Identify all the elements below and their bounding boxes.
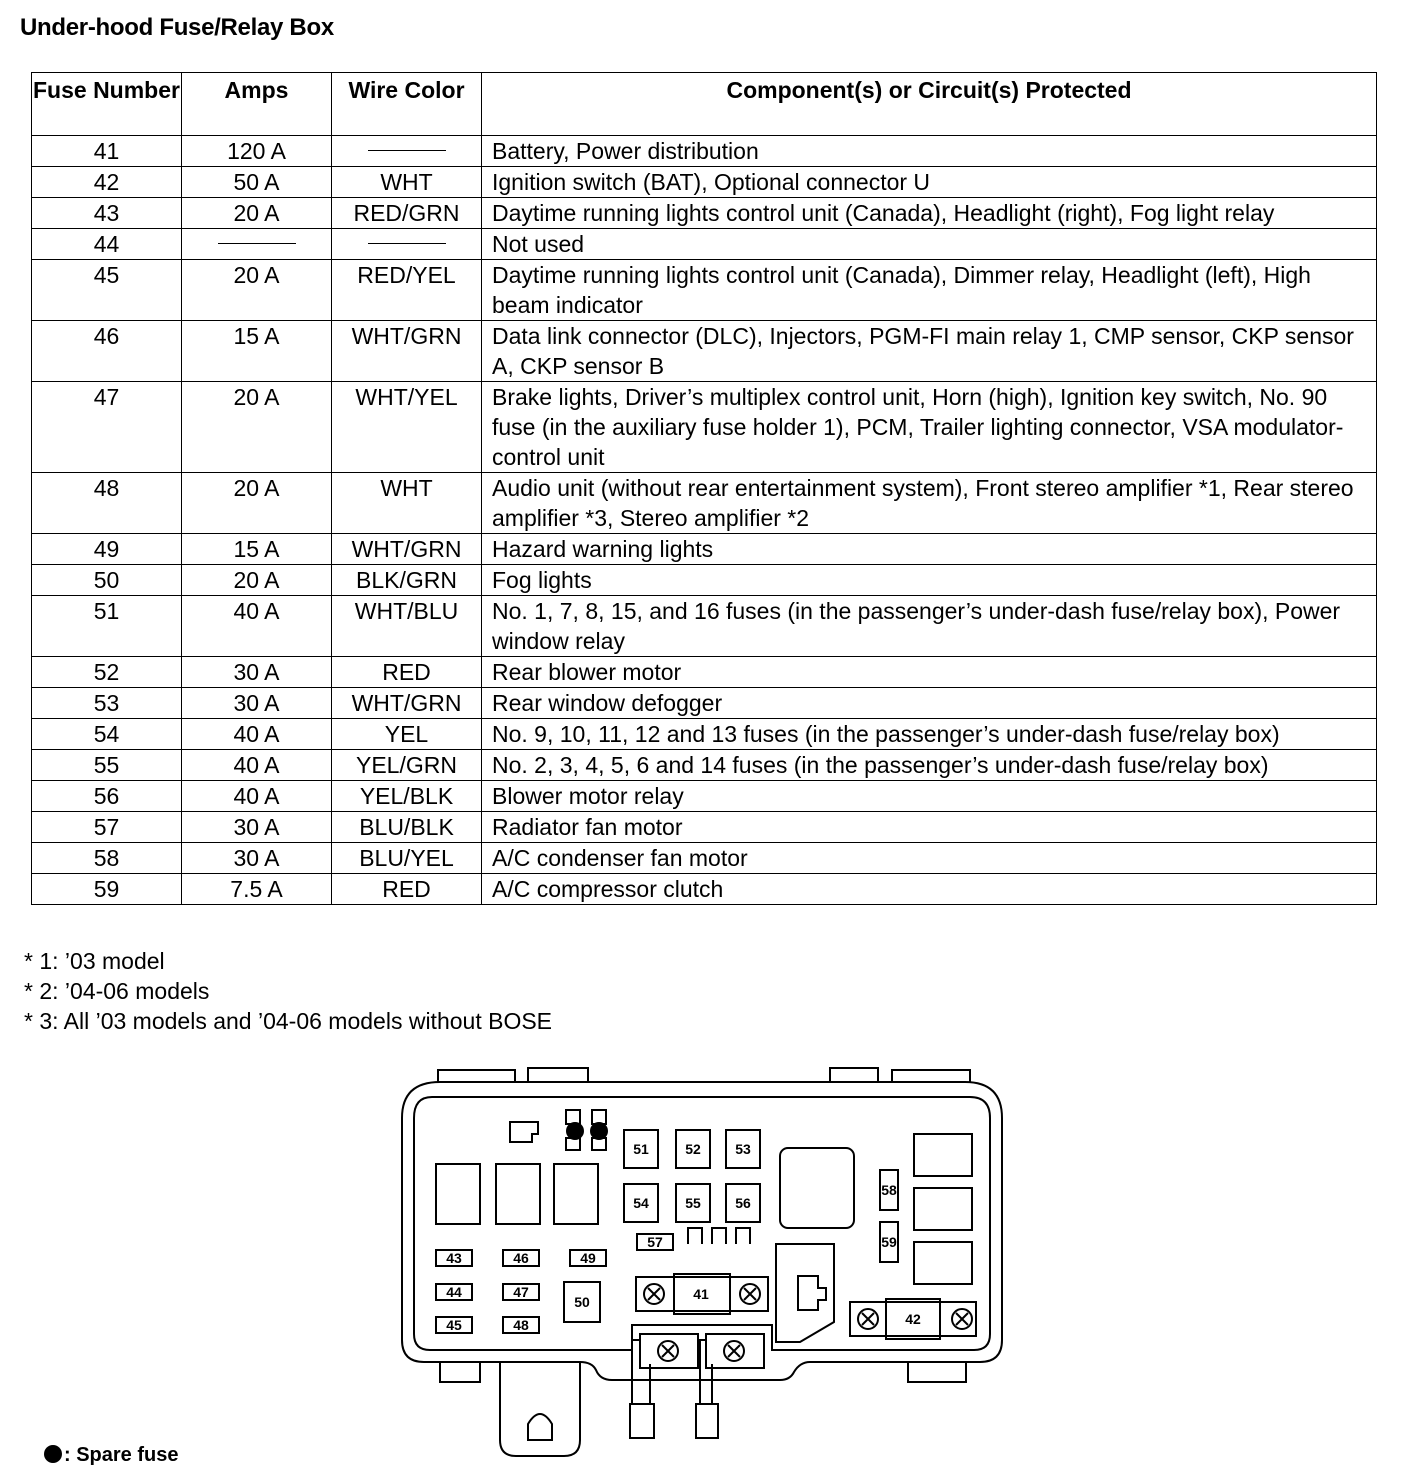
cell-amps: 120 A: [182, 136, 332, 167]
cell-component: Blower motor relay: [482, 781, 1377, 812]
cell-fuse-number: 46: [32, 321, 182, 382]
clip: [510, 1122, 538, 1142]
mounting-hole: [528, 1414, 552, 1440]
cable-end: [630, 1404, 654, 1438]
cell-fuse-number: 58: [32, 843, 182, 874]
bolt-cross: [728, 1345, 740, 1357]
cell-component: Data link connector (DLC), Injectors, PGM-FI main relay 1, CMP sensor, CKP sensor A, CKP sensor B: [482, 321, 1377, 382]
connector-port: [798, 1276, 826, 1310]
cell-component: Brake lights, Driver’s multiplex control unit, Horn (high), Ignition key switch, No. 90 fuse (in the auxiliary fuse holder 1), PCM, Trailer lighting connector, VSA modulator-control unit: [482, 382, 1377, 473]
bolt-cross: [648, 1288, 660, 1300]
fuse-label-50: 50: [574, 1294, 590, 1310]
cell-fuse-number: 54: [32, 719, 182, 750]
fuse-label-59: 59: [881, 1234, 897, 1250]
cell-wire-color: WHT: [332, 167, 482, 198]
cell-fuse-number: 50: [32, 565, 182, 596]
relay: [436, 1164, 480, 1224]
box-bottom-foot: [908, 1362, 966, 1382]
fuse-label-46: 46: [513, 1250, 529, 1266]
cell-component: Rear window defogger: [482, 688, 1377, 719]
cell-wire-color: YEL/GRN: [332, 750, 482, 781]
spare-fuse-dot-icon: [44, 1445, 62, 1463]
bolt-cross: [862, 1313, 874, 1325]
cell-component: Hazard warning lights: [482, 534, 1377, 565]
header-fuse-number: Fuse Number: [32, 73, 182, 136]
cell-wire-color: WHT/GRN: [332, 321, 482, 382]
cell-amps: 30 A: [182, 688, 332, 719]
cell-amps: 20 A: [182, 382, 332, 473]
cell-amps: 20 A: [182, 198, 332, 229]
fuse-label-49: 49: [580, 1250, 596, 1266]
cell-amps: 40 A: [182, 719, 332, 750]
fuse-label-57: 57: [647, 1234, 663, 1250]
cell-component: Not used: [482, 229, 1377, 260]
footnote-3: * 3: All ’03 models and ’04-06 models without BOSE: [24, 1008, 553, 1034]
fuse-label-58: 58: [881, 1182, 897, 1198]
relay: [554, 1164, 598, 1224]
cell-wire-color: WHT/GRN: [332, 688, 482, 719]
cell-component: Battery, Power distribution: [482, 136, 1377, 167]
cell-component: A/C compressor clutch: [482, 874, 1377, 905]
cell-fuse-number: 56: [32, 781, 182, 812]
fuse-label-53: 53: [735, 1141, 751, 1157]
cell-wire-color: BLU/BLK: [332, 812, 482, 843]
fuse-label-43: 43: [446, 1250, 462, 1266]
cell-component: Audio unit (without rear entertainment system), Front stereo amplifier *1, Rear stereo amplifier *3, Stereo amplifier *2: [482, 473, 1377, 534]
header-component: Component(s) or Circuit(s) Protected: [482, 73, 1377, 136]
cell-amps: 40 A: [182, 596, 332, 657]
clip: [688, 1228, 702, 1244]
cell-fuse-number: 42: [32, 167, 182, 198]
spare-fuse-legend: [44, 1444, 178, 1467]
header-amps: Amps: [182, 73, 332, 136]
footnote-2: * 2: ’04-06 models: [24, 978, 210, 1004]
fuse-label-51: 51: [633, 1141, 649, 1157]
cell-wire-color: RED: [332, 657, 482, 688]
legend-text: : Spare fuse: [64, 1444, 179, 1466]
cell-component: Daytime running lights control unit (Canada), Headlight (right), Fog light relay: [482, 198, 1377, 229]
cell-component: Fog lights: [482, 565, 1377, 596]
cell-amps: 30 A: [182, 812, 332, 843]
cell-wire-color: RED/GRN: [332, 198, 482, 229]
bolt-cross: [662, 1345, 674, 1357]
mounting-bracket: [500, 1362, 580, 1456]
cell-amps: 20 A: [182, 260, 332, 321]
cell-wire-color: WHT/GRN: [332, 534, 482, 565]
cell-fuse-number: 43: [32, 198, 182, 229]
page-title: Under-hood Fuse/Relay Box: [20, 14, 334, 41]
relay: [914, 1134, 972, 1176]
cell-wire-color: BLU/YEL: [332, 843, 482, 874]
cell-amps: 40 A: [182, 781, 332, 812]
fuse-label-45: 45: [446, 1317, 462, 1333]
bolt-cross: [956, 1313, 968, 1325]
cell-fuse-number: 44: [32, 229, 182, 260]
fuse-label-55: 55: [685, 1195, 701, 1211]
fuse-label-41: 41: [693, 1286, 709, 1302]
cell-component: Ignition switch (BAT), Optional connector U: [482, 167, 1377, 198]
relay: [780, 1148, 854, 1228]
cell-amps: 30 A: [182, 657, 332, 688]
cell-component: A/C condenser fan motor: [482, 843, 1377, 874]
bolt-cross: [744, 1288, 756, 1300]
spare-fuse-slot: [592, 1110, 606, 1124]
cell-fuse-number: 57: [32, 812, 182, 843]
fuse-label-54: 54: [633, 1195, 649, 1211]
clip: [736, 1228, 750, 1244]
clip: [712, 1228, 726, 1244]
spare-fuse-slot: [566, 1138, 580, 1150]
cell-wire-color: BLK/GRN: [332, 565, 482, 596]
cell-fuse-number: 51: [32, 596, 182, 657]
fuse-label-56: 56: [735, 1195, 751, 1211]
cable-end: [696, 1404, 718, 1438]
cell-fuse-number: 45: [32, 260, 182, 321]
spare-fuse-slot: [566, 1110, 580, 1124]
relay: [496, 1164, 540, 1224]
cell-component: No. 2, 3, 4, 5, 6 and 14 fuses (in the passenger’s under-dash fuse/relay box): [482, 750, 1377, 781]
spare-fuse-marker: [591, 1123, 607, 1139]
fuse-label-47: 47: [513, 1284, 529, 1300]
cell-wire-color: YEL/BLK: [332, 781, 482, 812]
box-top-tab: [892, 1070, 970, 1082]
cell-fuse-number: 47: [32, 382, 182, 473]
header-wire-color: Wire Color: [332, 73, 482, 136]
cell-fuse-number: 55: [32, 750, 182, 781]
cell-amps: 7.5 A: [182, 874, 332, 905]
cell-fuse-number: 48: [32, 473, 182, 534]
cell-amps: 30 A: [182, 843, 332, 874]
cell-fuse-number: 41: [32, 136, 182, 167]
cell-component: Rear blower motor: [482, 657, 1377, 688]
cell-component: Radiator fan motor: [482, 812, 1377, 843]
fuse-label-42: 42: [905, 1311, 921, 1327]
cell-amps: 20 A: [182, 565, 332, 596]
relay: [914, 1188, 972, 1230]
cell-amps: 20 A: [182, 473, 332, 534]
cell-wire-color: YEL: [332, 719, 482, 750]
cell-fuse-number: 49: [32, 534, 182, 565]
cell-amps: 15 A: [182, 321, 332, 382]
cell-fuse-number: 59: [32, 874, 182, 905]
cell-fuse-number: 53: [32, 688, 182, 719]
cell-amps: 15 A: [182, 534, 332, 565]
fuse-label-52: 52: [685, 1141, 701, 1157]
cell-wire-color: WHT/YEL: [332, 382, 482, 473]
cell-wire-color: WHT/BLU: [332, 596, 482, 657]
cell-component: No. 9, 10, 11, 12 and 13 fuses (in the passenger’s under-dash fuse/relay box): [482, 719, 1377, 750]
box-top-tab: [528, 1068, 588, 1082]
box-top-tab: [438, 1070, 515, 1082]
fuse-label-44: 44: [446, 1284, 462, 1300]
cell-wire-color: WHT: [332, 473, 482, 534]
cell-fuse-number: 52: [32, 657, 182, 688]
footnote-1: * 1: ’03 model: [24, 948, 165, 974]
cell-amps: 50 A: [182, 167, 332, 198]
cell-component: Daytime running lights control unit (Canada), Dimmer relay, Headlight (left), High beam indicator: [482, 260, 1377, 321]
box-top-tab: [830, 1068, 878, 1082]
relay: [914, 1242, 972, 1284]
fuse-label-48: 48: [513, 1317, 529, 1333]
box-bottom-foot: [440, 1362, 480, 1382]
cell-wire-color: RED/YEL: [332, 260, 482, 321]
spare-fuse-marker: [567, 1123, 583, 1139]
cell-component: No. 1, 7, 8, 15, and 16 fuses (in the passenger’s under-dash fuse/relay box), Power window relay: [482, 596, 1377, 657]
cell-amps: 40 A: [182, 750, 332, 781]
cell-wire-color: RED: [332, 874, 482, 905]
